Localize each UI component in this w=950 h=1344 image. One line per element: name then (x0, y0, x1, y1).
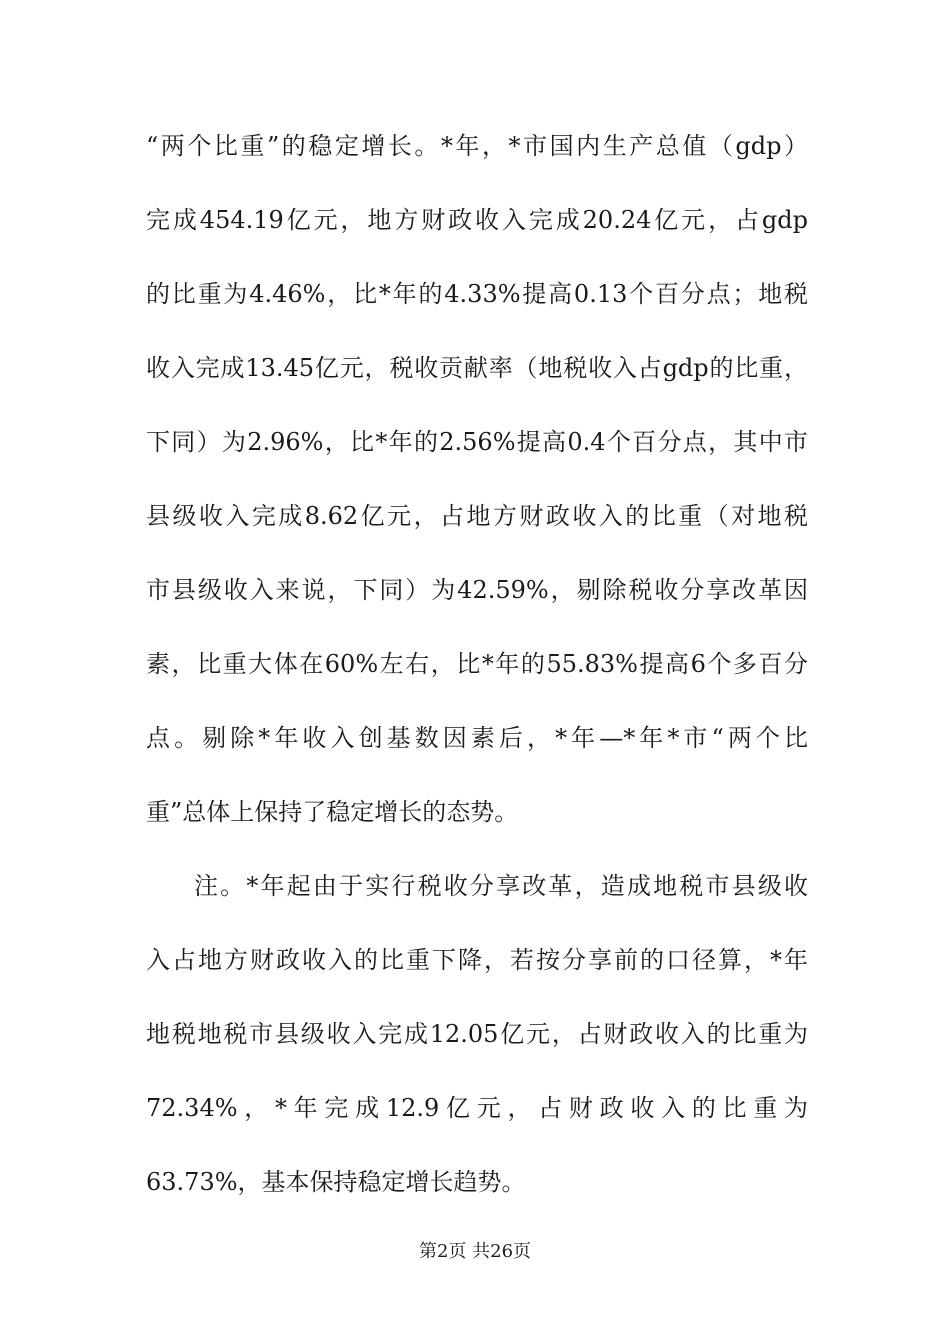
page-footer: 第2页 共26页 (418, 1241, 532, 1262)
text-line: 素，比重大体在60%左右，比*年的55.83%提高6个多百分 (146, 650, 808, 678)
text-line: 下同）为2.96%，比*年的2.56%提高0.4个百分点，其中市 (146, 428, 808, 456)
text-line: “两个比重”的稳定增长。*年，*市国内生产总值（gdp） (146, 132, 808, 160)
text-line: 点。剔除*年收入创基数因素后，*年—*年*市“两个比 (146, 724, 808, 752)
body-text (146, 128, 808, 1238)
text-line: 注。*年起由于实行税收分享改革，造成地税市县级收 (194, 872, 808, 900)
text-line: 重”总体上保持了稳定增长的态势。 (146, 798, 519, 826)
text-line: 入占地方财政收入的比重下降，若按分享前的口径算，*年 (146, 946, 808, 974)
text-line: 完成454.19亿元，地方财政收入完成20.24亿元，占gdp (146, 206, 808, 234)
text-line: 72.34%，*年完成12.9亿元，占财政收入的比重为 (146, 1094, 808, 1122)
text-line: 市县级收入来说，下同）为42.59%，剔除税收分享改革因 (146, 576, 808, 604)
text-line: 63.73%，基本保持稳定增长趋势。 (146, 1168, 526, 1196)
text-line: 的比重为4.46%，比*年的4.33%提高0.13个百分点；地税 (146, 280, 808, 308)
text-line: 县级收入完成8.62亿元，占地方财政收入的比重（对地税 (146, 502, 808, 530)
text-line: 收入完成13.45亿元，税收贡献率（地税收入占gdp的比重， (146, 354, 808, 382)
text-line: 地税地税市县级收入完成12.05亿元，占财政收入的比重为 (146, 1020, 808, 1048)
